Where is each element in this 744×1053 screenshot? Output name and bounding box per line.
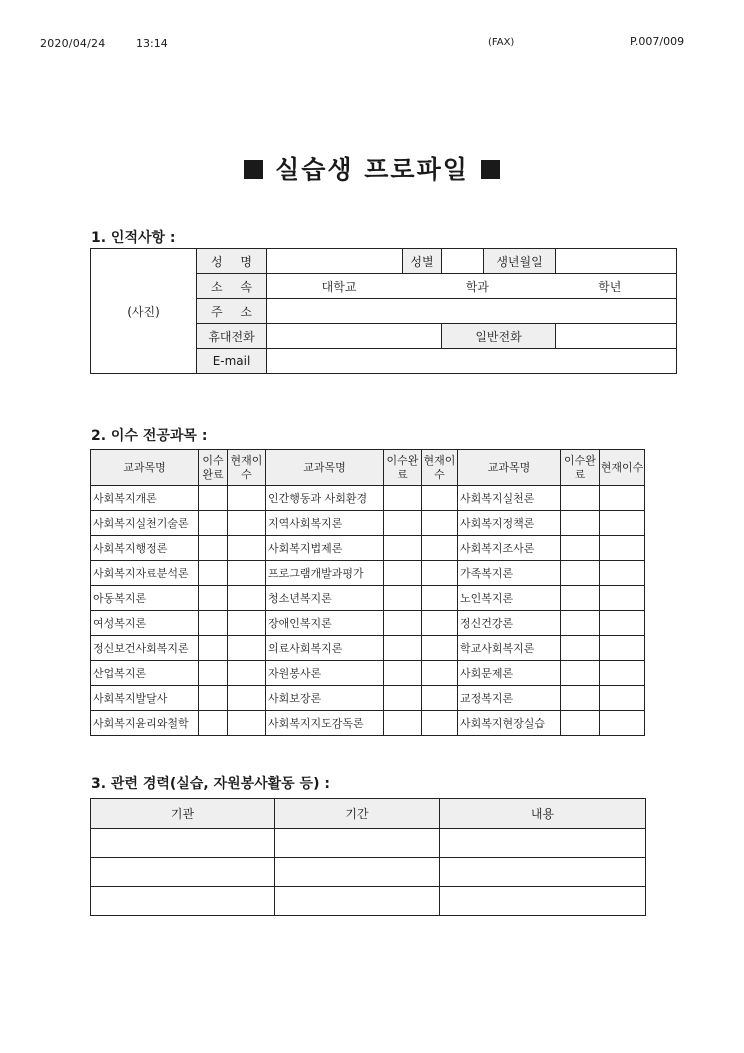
- course-name: 장애인복지론: [266, 611, 384, 636]
- in-progress-header: 현재이수: [228, 450, 266, 486]
- completed-checkbox-cell[interactable]: [199, 586, 228, 611]
- course-name: 사회복지조사론: [458, 536, 561, 561]
- organization-cell[interactable]: [91, 858, 275, 887]
- photo-placeholder: (사진): [127, 304, 160, 319]
- university-label: 대학교: [321, 279, 357, 294]
- course-name: 사회복지실천론: [458, 486, 561, 511]
- completed-checkbox-cell[interactable]: [199, 661, 228, 686]
- organization-cell[interactable]: [91, 887, 275, 916]
- course-name: 사회복지정책론: [458, 511, 561, 536]
- experience-header-row: [91, 799, 646, 829]
- in-progress-checkbox-cell[interactable]: [228, 561, 266, 586]
- completed-checkbox-cell[interactable]: [384, 511, 422, 536]
- completed-checkbox-cell[interactable]: [384, 611, 422, 636]
- in-progress-checkbox-cell[interactable]: [422, 511, 458, 536]
- completed-checkbox-cell[interactable]: [561, 511, 600, 536]
- section-personal-heading: 1. 인적사항 :: [91, 230, 176, 246]
- course-name: 사회복지법제론: [266, 536, 384, 561]
- course-name: 자원봉사론: [266, 661, 384, 686]
- name-field[interactable]: [267, 249, 403, 274]
- course-row: [91, 536, 645, 561]
- completed-checkbox-cell[interactable]: [561, 711, 600, 736]
- course-name: 사회복지실천기술론: [91, 511, 199, 536]
- in-progress-checkbox-cell[interactable]: [600, 486, 645, 511]
- personal-info-table: [90, 248, 677, 374]
- in-progress-checkbox-cell[interactable]: [228, 511, 266, 536]
- organization-header: 기관: [91, 799, 275, 829]
- completed-checkbox-cell[interactable]: [561, 486, 600, 511]
- in-progress-checkbox-cell[interactable]: [422, 486, 458, 511]
- in-progress-header: 현재이수: [600, 450, 645, 486]
- period-cell[interactable]: [275, 858, 440, 887]
- fax-time: 13:14: [136, 37, 168, 50]
- mobile-label: 휴대전화: [197, 324, 267, 349]
- gender-label: 성별: [403, 249, 442, 274]
- in-progress-checkbox-cell[interactable]: [422, 586, 458, 611]
- in-progress-checkbox-cell[interactable]: [422, 711, 458, 736]
- course-name: 교정복지론: [458, 686, 561, 711]
- completed-checkbox-cell[interactable]: [384, 636, 422, 661]
- birthdate-field[interactable]: [556, 249, 677, 274]
- completed-checkbox-cell[interactable]: [561, 636, 600, 661]
- email-label: E-mail: [197, 349, 267, 374]
- completed-checkbox-cell[interactable]: [199, 686, 228, 711]
- course-name: 인간행동과 사회환경: [266, 486, 384, 511]
- section-courses-heading: 2. 이수 전공과목 :: [91, 428, 208, 444]
- organization-cell[interactable]: [91, 829, 275, 858]
- in-progress-checkbox-cell[interactable]: [422, 636, 458, 661]
- affiliation-field[interactable]: [267, 274, 677, 299]
- in-progress-checkbox-cell[interactable]: [422, 536, 458, 561]
- course-row: [91, 611, 645, 636]
- course-row: [91, 561, 645, 586]
- course-name: 사회복지개론: [91, 486, 199, 511]
- course-name: 사회보장론: [266, 686, 384, 711]
- gender-field[interactable]: [442, 249, 484, 274]
- completed-header: 이수완료: [561, 450, 600, 486]
- course-name: 사회복지행정론: [91, 536, 199, 561]
- course-name: 사회복지윤리와철학: [91, 711, 199, 736]
- in-progress-checkbox-cell[interactable]: [600, 661, 645, 686]
- in-progress-checkbox-cell[interactable]: [228, 686, 266, 711]
- fax-page-number: P.007/009: [630, 35, 685, 48]
- course-row: [91, 486, 645, 511]
- in-progress-checkbox-cell[interactable]: [422, 661, 458, 686]
- in-progress-checkbox-cell[interactable]: [228, 636, 266, 661]
- email-field[interactable]: [267, 349, 677, 374]
- course-name: 가족복지론: [458, 561, 561, 586]
- course-name: 사회복지발달사: [91, 686, 199, 711]
- completed-checkbox-cell[interactable]: [199, 511, 228, 536]
- fax-mark: (FAX): [488, 37, 515, 48]
- fax-date: 2020/04/24: [40, 37, 106, 50]
- course-name: 사회복지현장실습: [458, 711, 561, 736]
- completed-checkbox-cell[interactable]: [561, 661, 600, 686]
- page-title: [0, 150, 744, 186]
- completed-checkbox-cell[interactable]: [384, 711, 422, 736]
- completed-checkbox-cell[interactable]: [384, 561, 422, 586]
- completed-checkbox-cell[interactable]: [384, 661, 422, 686]
- course-name: 아동복지론: [91, 586, 199, 611]
- completed-checkbox-cell[interactable]: [561, 611, 600, 636]
- course-name: 여성복지론: [91, 611, 199, 636]
- content-cell[interactable]: [440, 887, 646, 916]
- experience-table: [90, 798, 646, 916]
- completed-checkbox-cell[interactable]: [199, 711, 228, 736]
- in-progress-checkbox-cell[interactable]: [600, 536, 645, 561]
- completed-checkbox-cell[interactable]: [561, 586, 600, 611]
- completed-checkbox-cell[interactable]: [384, 486, 422, 511]
- course-name-header: 교과목명: [266, 450, 384, 486]
- courses-header-row: [91, 450, 645, 486]
- in-progress-checkbox-cell[interactable]: [228, 711, 266, 736]
- completed-checkbox-cell[interactable]: [199, 636, 228, 661]
- landline-field[interactable]: [556, 324, 677, 349]
- content-header: 내용: [440, 799, 646, 829]
- course-row: [91, 511, 645, 536]
- in-progress-checkbox-cell[interactable]: [228, 586, 266, 611]
- address-field[interactable]: [267, 299, 677, 324]
- square-bullet-icon: [244, 160, 263, 179]
- period-cell[interactable]: [275, 887, 440, 916]
- completed-header: 이수완료: [384, 450, 422, 486]
- content-cell[interactable]: [440, 829, 646, 858]
- completed-checkbox-cell[interactable]: [199, 561, 228, 586]
- grade-year-label: 학년: [598, 279, 622, 294]
- course-name: 사회복지자료분석론: [91, 561, 199, 586]
- square-bullet-icon: [481, 160, 500, 179]
- completed-checkbox-cell[interactable]: [561, 686, 600, 711]
- in-progress-checkbox-cell[interactable]: [600, 636, 645, 661]
- address-label: 주 소: [197, 299, 267, 324]
- period-cell[interactable]: [275, 829, 440, 858]
- course-row: [91, 636, 645, 661]
- course-name: 프로그램개발과평가: [266, 561, 384, 586]
- course-name: 의료사회복지론: [266, 636, 384, 661]
- course-name: 청소년복지론: [266, 586, 384, 611]
- photo-cell[interactable]: [91, 249, 197, 374]
- in-progress-checkbox-cell[interactable]: [600, 686, 645, 711]
- completed-checkbox-cell[interactable]: [199, 611, 228, 636]
- affiliation-label: 소 속: [197, 274, 267, 299]
- completed-header: 이수완료: [199, 450, 228, 486]
- course-name-header: 교과목명: [458, 450, 561, 486]
- course-name: 산업복지론: [91, 661, 199, 686]
- in-progress-checkbox-cell[interactable]: [600, 611, 645, 636]
- course-name: 지역사회복지론: [266, 511, 384, 536]
- page-title-text: 실습생 프로파일: [275, 155, 469, 184]
- in-progress-checkbox-cell[interactable]: [600, 561, 645, 586]
- course-name: 사회문제론: [458, 661, 561, 686]
- in-progress-checkbox-cell[interactable]: [600, 511, 645, 536]
- course-row: [91, 661, 645, 686]
- mobile-field[interactable]: [267, 324, 442, 349]
- course-name: 정신보건사회복지론: [91, 636, 199, 661]
- course-name: 정신건강론: [458, 611, 561, 636]
- course-name: 노인복지론: [458, 586, 561, 611]
- in-progress-checkbox-cell[interactable]: [422, 686, 458, 711]
- course-row: [91, 686, 645, 711]
- courses-table: [90, 449, 645, 736]
- completed-checkbox-cell[interactable]: [199, 536, 228, 561]
- in-progress-checkbox-cell[interactable]: [228, 486, 266, 511]
- in-progress-header: 현재이수: [422, 450, 458, 486]
- completed-checkbox-cell[interactable]: [199, 486, 228, 511]
- completed-checkbox-cell[interactable]: [561, 536, 600, 561]
- completed-checkbox-cell[interactable]: [561, 561, 600, 586]
- name-label: 성 명: [197, 249, 267, 274]
- landline-label: 일반전화: [442, 324, 556, 349]
- in-progress-checkbox-cell[interactable]: [600, 586, 645, 611]
- course-name: 학교사회복지론: [458, 636, 561, 661]
- in-progress-checkbox-cell[interactable]: [228, 611, 266, 636]
- period-header: 기간: [275, 799, 440, 829]
- experience-row: [91, 829, 646, 858]
- department-label: 학과: [465, 279, 489, 294]
- in-progress-checkbox-cell[interactable]: [228, 661, 266, 686]
- in-progress-checkbox-cell[interactable]: [422, 611, 458, 636]
- completed-checkbox-cell[interactable]: [384, 586, 422, 611]
- experience-row: [91, 887, 646, 916]
- course-row: [91, 711, 645, 736]
- experience-row: [91, 858, 646, 887]
- in-progress-checkbox-cell[interactable]: [422, 561, 458, 586]
- completed-checkbox-cell[interactable]: [384, 536, 422, 561]
- course-name: 사회복지지도감독론: [266, 711, 384, 736]
- section-experience-heading: 3. 관련 경력(실습, 자원봉사활동 등) :: [91, 776, 330, 792]
- completed-checkbox-cell[interactable]: [384, 686, 422, 711]
- in-progress-checkbox-cell[interactable]: [228, 536, 266, 561]
- content-cell[interactable]: [440, 858, 646, 887]
- course-name-header: 교과목명: [91, 450, 199, 486]
- course-row: [91, 586, 645, 611]
- birthdate-label: 생년월일: [484, 249, 556, 274]
- in-progress-checkbox-cell[interactable]: [600, 711, 645, 736]
